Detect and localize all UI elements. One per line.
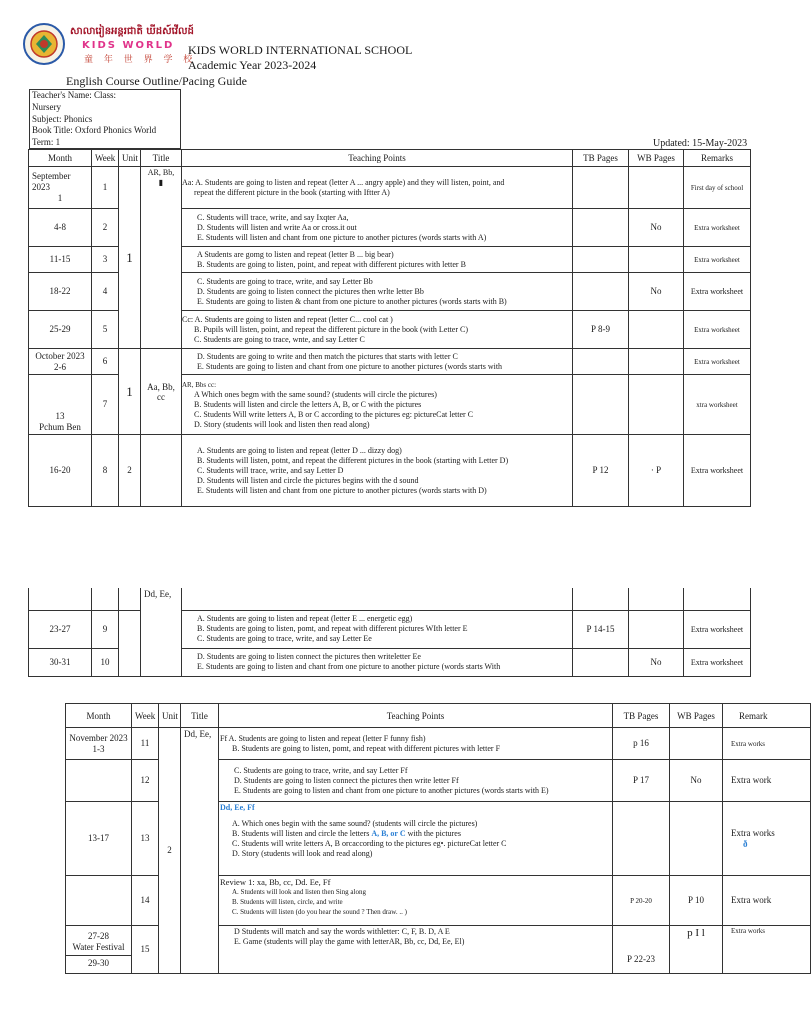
tb-pages-cell: P 8-9 [573,311,629,349]
pacing-table-3 [65,703,811,974]
header-unit: Unit [159,704,181,728]
tb-pages-cell [573,273,629,311]
header-unit: Unit [119,150,141,167]
header-title: Title [181,704,219,728]
teaching-points-cell: D Students will match and say the words withletter: C, F, B. D, A E E. Game (students will play the game with letterAR, Bb, cc, Dd, Ee, El) [219,926,613,974]
remarks-cell: Extra work [723,876,811,926]
subject: Subject: Phonics [32,113,93,124]
remarks-cell: Extra worksheet [684,273,751,311]
remarks-cell: Extra worksheet [684,209,751,247]
week-cell: 13 [132,802,159,876]
tb-pages-cell [573,247,629,273]
week-cell: 11 [132,728,159,760]
remarks-cell: Extra worksheet [684,247,751,273]
remarks-cell [684,588,751,610]
teaching-points-cell: Ff A. Students are going to listen and repeat (letter F funny fish) B. Students are going to listen, pomt, and repeat with different pictures with letter F [219,728,613,760]
teaching-points-cell: Aa: A. Students are going to listen and repeat (letter A ... angry apple) and they will listen, point, and repeat the different picture in the book (starting with Iftter A) [182,167,573,209]
pacing-table-3-clip [0,700,775,1000]
wb-pages-cell [629,247,684,273]
updated-date: Updated: 15-May-2023 [653,138,748,149]
table-header-row [66,704,811,728]
wb-pages-cell: No [629,648,684,676]
week-cell: 10 [92,648,119,676]
teaching-points-cell: A. Students are going to listen and repeat (letter E ... energetic egg) B. Students are going to listen, pomt, and repeat with different pictures WIth letter E C. Students are going to trace, write, and say Letter Ee [182,610,573,648]
teacher-name: Teacher's Name: Class: [32,90,116,100]
teaching-points-cell: C. Students are going to trace, write, and say Letter Ff D. Students are going to listen connect the pictures then write letter Ff E. Students are going to listen and chant from one picture to another pictures (words starts with E) [219,760,613,802]
header-tb-pages: TB Pages [613,704,670,728]
unit-cell [119,610,141,676]
week-cell: 1 [92,167,119,209]
unit-cell: 2 [119,435,141,507]
header-wb-pages: WB Pages [629,150,684,167]
tb-pages-cell [573,349,629,375]
remarks-cell: Extra works [723,728,811,760]
tb-pages-cell: p 16 [613,728,670,760]
unit-cell: 1 [119,349,141,435]
tb-pages-cell: P 20-20 [613,876,670,926]
table-row [29,167,751,209]
teaching-points-cell: A Students are gomg to listen and repeat (letter B ... big bear) B. Students are going to listen, point, and repeat with different pictures with letter B [182,247,573,273]
remarks-cell: Extra worksheet [684,648,751,676]
remarks-cell: First day of school [684,167,751,209]
header-month: Month [29,150,92,167]
week-cell: 7 [92,375,119,435]
class-name: Nursery [32,101,61,112]
unit-cell: 1 [119,167,141,349]
academic-year: Academic Year 2023-2024 [188,58,317,72]
header-week: Week [132,704,159,728]
teaching-points-cell: D. Students are going to listen connect the pictures then writeletter Ee E. Students are going to listen and chant from one picture to another picture (words starts With [182,648,573,676]
week-cell: 5 [92,311,119,349]
tb-pages-cell [573,375,629,435]
tb-pages-cell: P 12 [573,435,629,507]
svg-text:KIDS WORLD: KIDS WORLD [82,40,175,51]
header-remarks: Remarks [684,150,751,167]
header-week: Week [92,150,119,167]
teaching-points-cell: D. Students are going to write and then match the pictures that starts with letter C E. Students are going to listen and chant from one picture to another pictures (words starts with [182,349,573,375]
tb-pages-cell [613,802,670,876]
school-name: KIDS WORLD INTERNATIONAL SCHOOL [188,43,413,57]
teaching-points-cell: AR, Bbs cc: A Which ones begm with the same sound? (students will circle the pictures) B. Students will listen and circle the letters A, B, or C with the pictures C. Students Will write letters A, B or C according to the pictures eg: pictureCat letter C D. Story (students will look and listen then read along) [182,375,573,435]
remarks-cell: Extra worksheet [684,349,751,375]
month-cell: 25-29 [29,311,92,349]
annotation-mark: ð [743,838,748,849]
school-logo [22,22,197,66]
teaching-points-cell: A. Students are going to listen and repeat (letter D ... dizzy dog) B. Students will listen, potnt, and repeat the different pictures in the book (starting with Letter D) C. Students will trace, write, and say Letter D D. Students will listen and circle the pictures begins with the d sound E. Students will listen and chant from one picture to another pictures (words starts with D) [182,435,573,507]
table-row [29,349,751,375]
doc-title: English Course Outline/Pacing Guide [66,74,247,88]
title-cell [141,435,182,507]
month-cell [29,588,92,610]
month-cell: September 2023 1 [29,167,92,209]
remarks-cell: Extra worksheet [684,610,751,648]
table-row [29,610,751,648]
tb-pages-cell [573,648,629,676]
teaching-points-cell: C. Students will trace, write, and say Ixqter Aa, D. Students will listen and write Aa or cross.it out E. Students will listen and chant from one picture to another pictures (words starts with A) [182,209,573,247]
term: Term: 1 [32,137,61,148]
table-row [29,435,751,507]
wb-pages-cell [629,375,684,435]
svg-text:童 年 世 界 学 校: 童 年 世 界 学 校 [84,55,197,65]
wb-pages-cell: No [629,273,684,311]
book-title: Book Title: Oxford Phonics World [32,125,157,136]
pacing-table-1 [28,149,751,507]
remarks-cell: xtra worksheet [684,375,751,435]
month-cell: 23-27 [29,610,92,648]
wb-pages-cell: No [670,760,723,802]
month-cell: October 2023 2-6 [29,349,92,375]
remarks-cell: Extra worksheet [684,311,751,349]
tb-pages-cell [573,209,629,247]
week-cell: 8 [92,435,119,507]
month-cell: 16-20 [29,435,92,507]
title-cell: Dd, Ee, [181,728,219,974]
svg-text:សាលារៀនអន្តរជាតិ ឃីដស៍វើលដ៍: សាលារៀនអន្តរជាតិ ឃីដស៍វើលដ៍ [70,26,194,37]
remarks-cell: Extra work [723,760,811,802]
week-cell: 3 [92,247,119,273]
wb-pages-cell: · P [629,435,684,507]
wb-pages-cell: No [629,209,684,247]
month-cell: 18-22 [29,273,92,311]
wb-pages-cell [629,588,684,610]
header-teaching-points: Teaching Points [182,150,573,167]
month-cell [66,876,132,926]
header-tb-pages: TB Pages [573,150,629,167]
teaching-points-cell: Dd, Ee, Ff A. Which ones begin with the same sound? (students will circle the pictures) B. Students will listen and circle the letters A, B, or C with the pictures C. Students will write letters A, B orcaccording to the pictures eg•. pictureCat letter C D. Story (students will look and read along) [219,802,613,876]
table-row [66,728,811,760]
pacing-table-2 [28,588,751,677]
tb-pages-cell: P 17 [613,760,670,802]
month-cell: 11-15 [29,247,92,273]
week-cell: 9 [92,610,119,648]
tb-pages-cell: P 22-23 [613,926,670,974]
header-wb-pages: WB Pages [670,704,723,728]
header-remarks: Remark [723,704,811,728]
month-cell: November 2023 1-3 [66,728,132,760]
wb-pages-cell [629,167,684,209]
remarks-cell: Extra worksheet [684,435,751,507]
wb-pages-cell [629,349,684,375]
remarks-cell: Extra works [723,926,811,974]
table-row [29,588,751,610]
course-info-box [29,89,181,149]
unit-cell: 2 [159,728,181,974]
wb-pages-cell: p I l [670,926,723,974]
week-cell: 4 [92,273,119,311]
teaching-points-cell [182,588,573,610]
title-cell: AR, Bb, ▮ [141,167,182,349]
week-cell: 2 [92,209,119,247]
wb-pages-cell [629,311,684,349]
month-cell [66,760,132,802]
wb-pages-cell [670,728,723,760]
week-cell: 14 [132,876,159,926]
header-teaching-points: Teaching Points [219,704,613,728]
tb-pages-cell [573,588,629,610]
title-cell: Aa, Bb, cc [141,349,182,435]
teaching-points-cell: Review 1: xa, Bb, cc, Dd. Ee, Ff A. Students will look and listen then Sing along B. Students will listen, circle, and write C. Students will listen (do you hear the sound ? Then draw. .. ) [219,876,613,926]
week-cell [92,588,119,610]
teaching-points-cell: Cc: A. Students are going to listen and repeat (letter C... cool cat ) B. Pupils will listen, point, and repeat the different picture in the book (with Letter C) C. Students are going to trace, wnte, and say Letter C [182,311,573,349]
tb-pages-cell: P 14-15 [573,610,629,648]
wb-pages-cell [670,802,723,876]
month-cell: 4-8 [29,209,92,247]
table-header-row [29,150,751,167]
unit-cell [119,588,141,610]
week-cell: 15 [132,926,159,974]
section-heading: Dd, Ee, Ff [220,803,255,812]
teaching-points-cell: C. Students are going to trace, write, and say Letter Bb D. Students are going to listen connect the pictures then wrlte letter Bb E. Students are going to listen & chant from one picture to another pictures (words starts with B) [182,273,573,311]
month-cell: 13-17 [66,802,132,876]
month-cell: 13 Pchum Ben [29,375,92,435]
tb-pages-cell [573,167,629,209]
wb-pages-cell: P 10 [670,876,723,926]
week-cell: 6 [92,349,119,375]
month-cell: 27-28 Water Festival 29-30 [66,926,132,974]
header-month: Month [66,704,132,728]
remarks-cell: Extra works ð [723,802,811,876]
header-title: Title [141,150,182,167]
month-cell: 30-31 [29,648,92,676]
wb-pages-cell [629,610,684,648]
title-cell: Dd, Ee, [141,588,182,676]
week-cell: 12 [132,760,159,802]
